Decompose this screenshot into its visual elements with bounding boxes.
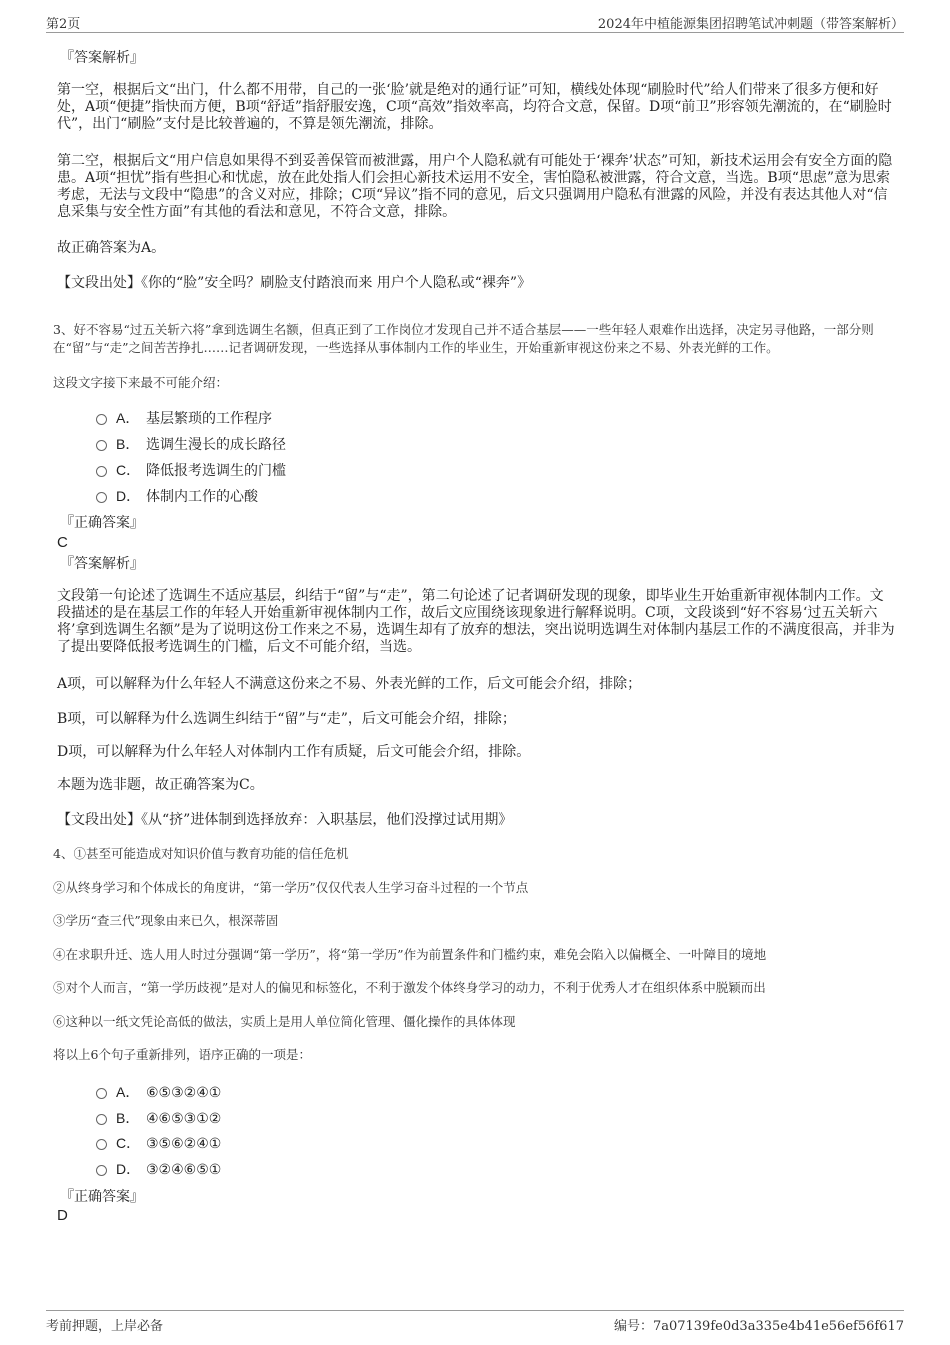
- document-id: 编号：7a07139fe0d3a335e4b41e56ef56f617: [613, 1319, 904, 1334]
- q4-sentence-6: ⑥这种以一纸文凭论高低的做法，实质上是用人单位简化管理、僵化操作的具体体现: [53, 1014, 516, 1029]
- q3-analysis-p2: A项，可以解释为什么年轻人不满意这份来之不易、外表光鲜的工作，后文可能会介绍，排除；: [57, 676, 642, 692]
- radio-icon[interactable]: [96, 440, 107, 451]
- document-title: 2024年中植能源集团招聘笔试冲刺题（带答案解析）: [597, 17, 904, 32]
- q3-answer-label: 『正确答案』: [60, 515, 144, 531]
- q4-option-d[interactable]: D． ③②④⑥⑤①: [96, 1160, 221, 1179]
- q3-option-a[interactable]: A． 基层繁琐的工作程序: [96, 409, 272, 428]
- radio-icon[interactable]: [96, 1114, 107, 1125]
- radio-icon[interactable]: [96, 1088, 107, 1099]
- q4-sentence-5: ⑤对个人而言，“第一学历歧视”是对人的偏见和标签化，不利于激发个体终身学习的动力，不利于优秀人才在组织体系中脱颖而出: [53, 980, 766, 995]
- q2-analysis-p2: 第二空，根据后文“用户信息如果得不到妥善保管而被泄露，用户个人隐私就有可能处于‘裸奔’状态”可知，新技术运用会有安全方面的隐患。A项“担忧”指有些担心和忧虑，放在此处指人们会担心新技术运用不安全，害怕隐私被泄露，符合文意，当选。B项“思虑”意为思索考虑，无法与文段中“隐患”的含义对应，排除；C项“异议”指不同的意见，后文只强调用户隐私有泄露的风险，并没有表达其他人对“信息采集与安全性方面”有其他的看法和意见，不符合文意，排除。: [57, 153, 893, 220]
- q3-analysis-p4: D项，可以解释为什么年轻人对体制内工作有质疑，后文可能会介绍，排除。: [57, 744, 531, 760]
- page-header: [46, 10, 904, 33]
- q3-option-c[interactable]: C． 降低报考选调生的门槛: [96, 461, 286, 480]
- q4-option-c[interactable]: C． ③⑤⑥②④①: [96, 1134, 221, 1153]
- radio-icon[interactable]: [96, 1139, 107, 1150]
- q4-question: 将以上6个句子重新排列，语序正确的一项是：: [53, 1047, 311, 1062]
- q4-sentence-1: 4、①甚至可能造成对知识价值与教育功能的信任危机: [53, 846, 349, 861]
- page-footer: [46, 1310, 904, 1333]
- q4-sentence-3: ③学历“查三代”现象由来已久，根深蒂固: [53, 913, 279, 928]
- q3-analysis-label: 『答案解析』: [60, 556, 144, 572]
- q4-option-a[interactable]: A． ⑥⑤③②④①: [96, 1083, 221, 1102]
- q3-stem: 3、好不容易“过五关斩六将”拿到选调生名额，但真正到了工作岗位才发现自己并不适合基层——一些年轻人艰难作出选择，决定另寻他路，一部分则在“留”与“走”之间苦苦挣扎……记者调研发现，一些选择从事体制内工作的毕业生，开始重新审视这份来之不易、外表光鲜的工作。: [53, 322, 874, 355]
- q2-analysis-p1: 第一空，根据后文“出门，什么都不用带，自己的一张‘脸’就是绝对的通行证”可知，横线处体现“刷脸时代”给人们带来了很多方便和好处，A项“便捷”指快而方便，B项“舒适”指舒服安逸，C项“高效”指效率高，均符合文意，保留。D项“前卫”形容领先潮流的，在“刷脸时代”，出门“刷脸”支付是比较普遍的，不算是领先潮流，排除。: [57, 82, 892, 132]
- q4-sentence-2: ②从终身学习和个体成长的角度讲，“第一学历”仅仅代表人生学习奋斗过程的一个节点: [53, 880, 529, 895]
- q3-source: 【文段出处】《从“挤”进体制到选择放弃：入职基层，他们没撑过试用期》: [57, 812, 513, 828]
- radio-icon[interactable]: [96, 1165, 107, 1176]
- radio-icon[interactable]: [96, 466, 107, 477]
- page-number: 第2页: [46, 17, 81, 32]
- q2-conclusion: 故正确答案为A。: [57, 240, 166, 256]
- q2-source: 【文段出处】《你的“脸”安全吗？刷脸支付踏浪而来 用户个人隐私或“裸奔”》: [57, 275, 532, 291]
- q4-answer: D: [57, 1207, 68, 1224]
- q4-option-b[interactable]: B． ④⑥⑤③①②: [96, 1109, 221, 1128]
- q3-option-b[interactable]: B． 选调生漫长的成长路径: [96, 435, 286, 454]
- q3-question: 这段文字接下来最不可能介绍：: [53, 375, 229, 390]
- q3-analysis-p3: B项，可以解释为什么选调生纠结于“留”与“走”，后文可能会介绍，排除；: [57, 711, 516, 727]
- q3-answer: C: [57, 534, 68, 551]
- footer-slogan: 考前押题，上岸必备: [46, 1319, 164, 1334]
- q3-analysis-p1: 文段第一句论述了选调生不适应基层，纠结于“留”与“走”，第二句论述了记者调研发现的现象，即毕业生开始重新审视体制内工作。文段描述的是在基层工作的年轻人开始重新审视体制内工作，故后文应围绕该现象进行解释说明。C项，文段谈到“好不容易‘过五关斩六将’拿到选调生名额”是为了说明这份工作来之不易，选调生却有了放弃的想法，突出说明选调生对体制内基层工作的不满度很高，并非为了提出要降低报考选调生的门槛，后文不可能介绍，当选。: [57, 588, 895, 655]
- q3-option-d[interactable]: D． 体制内工作的心酸: [96, 487, 258, 506]
- radio-icon[interactable]: [96, 414, 107, 425]
- q2-analysis-label: 『答案解析』: [60, 50, 144, 66]
- radio-icon[interactable]: [96, 492, 107, 503]
- q4-sentence-4: ④在求职升迁、选人用人时过分强调“第一学历”，将“第一学历”作为前置条件和门槛约束，难免会陷入以偏概全、一叶障目的境地: [53, 947, 767, 962]
- q4-answer-label: 『正确答案』: [60, 1189, 144, 1205]
- q3-conclusion: 本题为选非题，故正确答案为C。: [57, 777, 264, 793]
